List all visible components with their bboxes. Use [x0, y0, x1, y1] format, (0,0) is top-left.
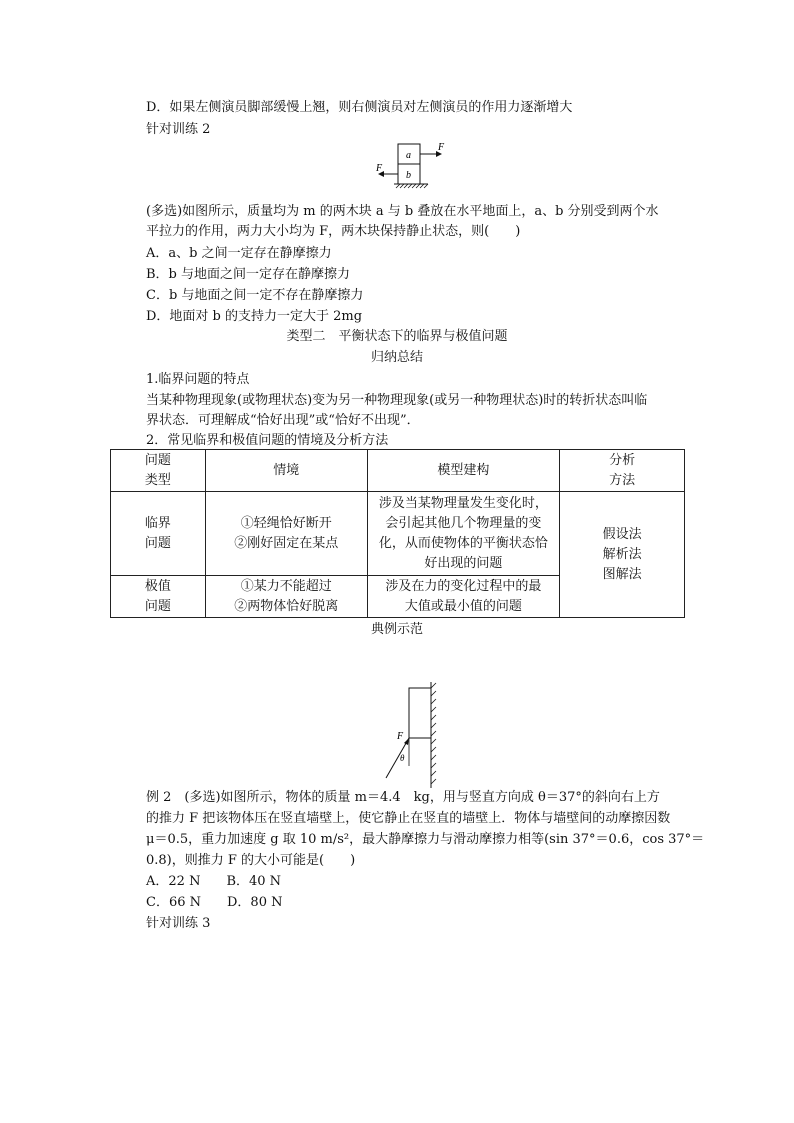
row-type: 临界 问题	[111, 492, 206, 576]
training-3-title: 针对训练 3	[146, 916, 211, 931]
header-problem-type: 问题 类型	[111, 450, 206, 492]
question-2-line-2: 平拉力的作用，两力大小均为 F，两木块保持静止状态，则( )	[146, 224, 521, 239]
row-type: 极值 问题	[111, 576, 206, 618]
option-c: C．b 与地面之间一定不存在静摩擦力	[146, 288, 364, 303]
example-2-line-1: 例 2 (多选)如图所示，物体的质量 m＝4.4 kg，用与竖直方向成 θ＝37°的斜向右上方	[146, 790, 660, 805]
label-f: F	[397, 731, 404, 742]
option-a: A．a、b 之间一定存在静摩擦力	[146, 246, 332, 261]
stacked-blocks-figure	[370, 138, 460, 194]
row-model: 涉及在力的变化过程中的最 大值或最小值的问题	[367, 576, 560, 618]
header-model: 模型建构	[367, 450, 560, 492]
label-f-right: F	[438, 142, 445, 153]
wall-block-figure	[360, 680, 460, 790]
label-theta: θ	[400, 753, 405, 763]
training-2-title: 针对训练 2	[146, 122, 211, 137]
point-1-title: 1.临界问题的特点	[146, 372, 250, 387]
option-d-previous: D．如果左侧演员脚部缓慢上翘，则右侧演员对左侧演员的作用力逐渐增大	[146, 100, 573, 115]
table-header-row	[111, 450, 685, 492]
example-2-line-3: μ＝0.5，重力加速度 g 取 10 m/s²，最大静摩擦力与滑动摩擦力相等(sin 37°＝0.6，cos 37°＝	[146, 832, 705, 847]
option-d: D．地面对 b 的支持力一定大于 2mg	[146, 309, 363, 324]
critical-extreme-table	[110, 449, 685, 618]
type-2-heading: 类型二 平衡状态下的临界与极值问题	[286, 329, 508, 344]
point-1-line-2: 界状态．可理解成“恰好出现”或“恰好不出现”．	[146, 413, 420, 428]
point-2-title: 2．常见临界和极值问题的情境及分析方法	[146, 433, 389, 448]
row-model: 涉及当某物理量发生变化时， 会引起其他几个物理量的变 化，从而使物体的平衡状态恰 好出现的问题	[367, 492, 560, 576]
example-2-line-2: 的推力 F 把该物体压在竖直墙壁上，使它静止在竖直的墙壁上．物体与墙壁间的动摩擦因数	[146, 811, 671, 826]
example-2-options-cd: C．66 N D．80 N	[146, 895, 283, 910]
row-situation: ①某力不能超过 ②两物体恰好脱离	[205, 576, 367, 618]
label-b: b	[406, 170, 411, 181]
example-2-line-4: 0.8)，则推力 F 的大小可能是( )	[146, 853, 356, 868]
analysis-methods: 假设法 解析法 图解法	[560, 492, 685, 618]
row-situation: ①轻绳恰好断开 ②刚好固定在某点	[205, 492, 367, 576]
header-method: 分析 方法	[560, 450, 685, 492]
summary-heading: 归纳总结	[370, 350, 423, 365]
header-situation: 情境	[205, 450, 367, 492]
point-1-line-1: 当某种物理现象(或物理状态)变为另一种物理现象(或另一种物理状态)时的转折状态叫临	[146, 393, 648, 408]
example-2-options-ab: A．22 N B．40 N	[146, 874, 282, 889]
question-2-line-1: (多选)如图所示，质量均为 m 的两木块 a 与 b 叠放在水平地面上，a、b 分别受到两个水	[146, 204, 659, 219]
table-row	[111, 492, 685, 576]
option-b: B．b 与地面之间一定存在静摩擦力	[146, 267, 351, 282]
label-a: a	[406, 150, 411, 161]
label-f-left: F	[376, 163, 383, 174]
example-heading: 典例示范	[370, 622, 423, 637]
